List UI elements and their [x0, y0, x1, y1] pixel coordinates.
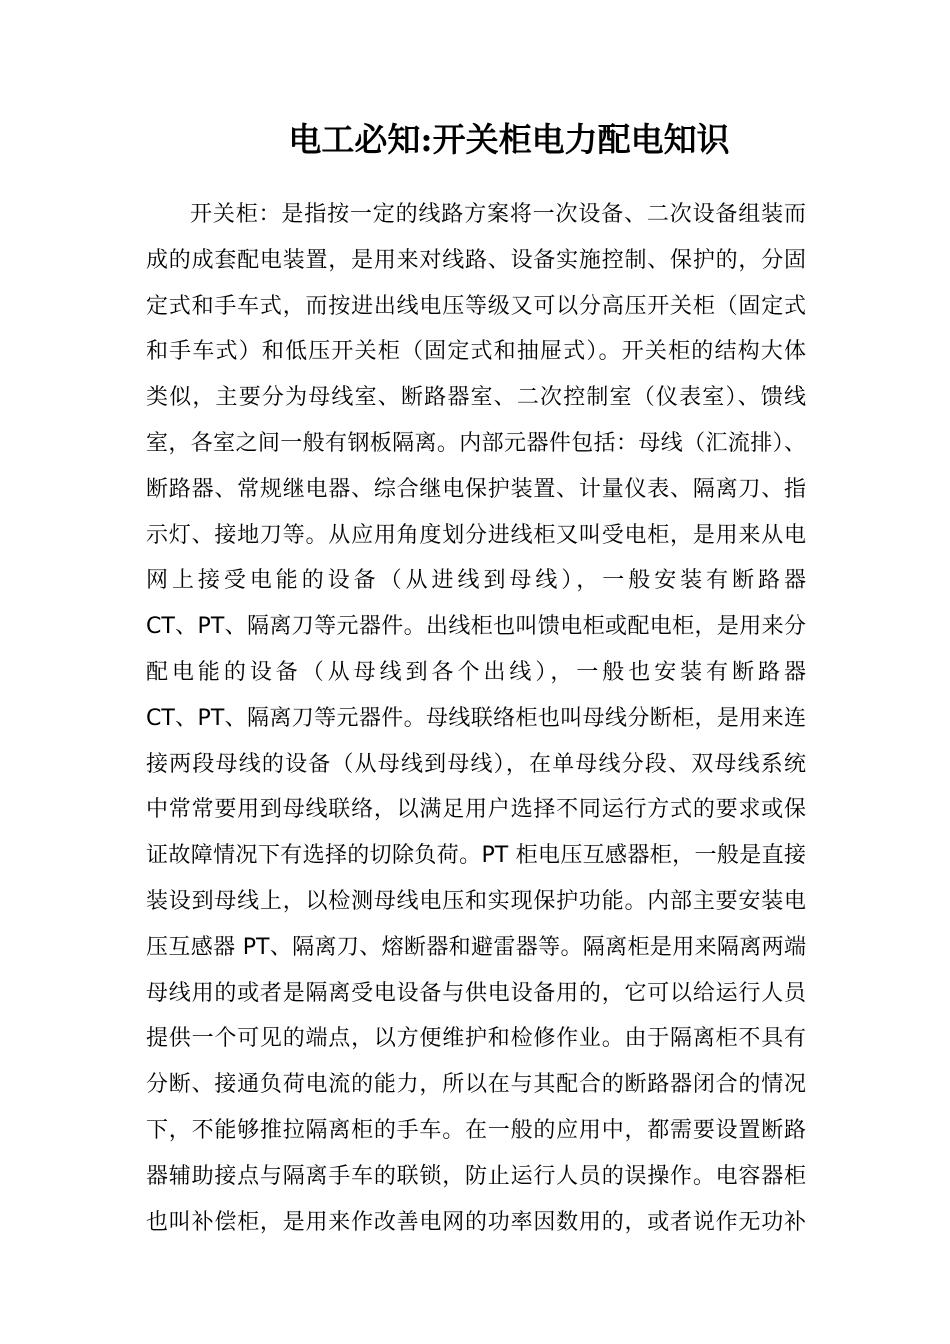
paragraph-line: 断路器、常规继电器、综合继电保护装置、计量仪表、隔离刀、指	[146, 476, 806, 502]
paragraph-line: 器辅助接点与隔离手车的联锁，防止运行人员的误操作。电容器柜	[146, 1163, 806, 1189]
paragraph-line: 中常常要用到母线联络，以满足用户选择不同运行方式的要求或保	[146, 797, 806, 823]
paragraph-line: 示灯、接地刀等。从应用角度划分进线柜又叫受电柜，是用来从电	[146, 522, 806, 548]
body-paragraph	[146, 192, 806, 1245]
paragraph-line: 母线用的或者是隔离受电设备与供电设备用的，它可以给运行人员	[146, 980, 806, 1006]
paragraph-line: 装设到母线上，以检测母线电压和实现保护功能。内部主要安装电	[146, 888, 806, 914]
paragraph-line: 下，不能够推拉隔离柜的手车。在一般的应用中，都需要设置断路	[146, 1117, 806, 1143]
paragraph-line: 定式和手车式，而按进出线电压等级又可以分高压开关柜（固定式	[146, 293, 806, 319]
paragraph-line: 分断、接通负荷电流的能力，所以在与其配合的断路器闭合的情况	[146, 1072, 806, 1098]
paragraph-line: 类似，主要分为母线室、断路器室、二次控制室（仪表室）、馈线	[146, 385, 806, 411]
paragraph-line: 和手车式）和低压开关柜（固定式和抽屉式）。开关柜的结构大体	[146, 339, 806, 365]
paragraph-line: 提供一个可见的端点，以方便维护和检修作业。由于隔离柜不具有	[146, 1026, 806, 1052]
paragraph-line: CT、PT、隔离刀等元器件。出线柜也叫馈电柜或配电柜，是用来分	[146, 614, 806, 640]
paragraph-line: 证故障情况下有选择的切除负荷。PT 柜电压互感器柜，一般是直接	[146, 843, 806, 869]
paragraph-line: 网上接受电能的设备（从进线到母线），一般安装有断路器	[146, 568, 806, 594]
paragraph-line: 开关柜：是指按一定的线路方案将一次设备、二次设备组装而	[190, 202, 806, 227]
paragraph-line: 配电能的设备（从母线到各个出线），一般也安装有断路器	[146, 659, 806, 685]
paragraph-line: 也叫补偿柜，是用来作改善电网的功率因数用的，或者说作无功补	[146, 1209, 806, 1235]
paragraph-line: 成的成套配电装置，是用来对线路、设备实施控制、保护的，分固	[146, 247, 806, 273]
paragraph-line: 接两段母线的设备（从母线到母线），在单母线分段、双母线系统	[146, 751, 806, 777]
paragraph-line: CT、PT、隔离刀等元器件。母线联络柜也叫母线分断柜，是用来连	[146, 705, 806, 731]
document-title: 电工必知:开关柜电力配电知识	[288, 120, 730, 159]
paragraph-line: 室，各室之间一般有钢板隔离。内部元器件包括：母线（汇流排）、	[146, 430, 806, 456]
paragraph-line: 压互感器 PT、隔离刀、熔断器和避雷器等。隔离柜是用来隔离两端	[146, 934, 806, 960]
